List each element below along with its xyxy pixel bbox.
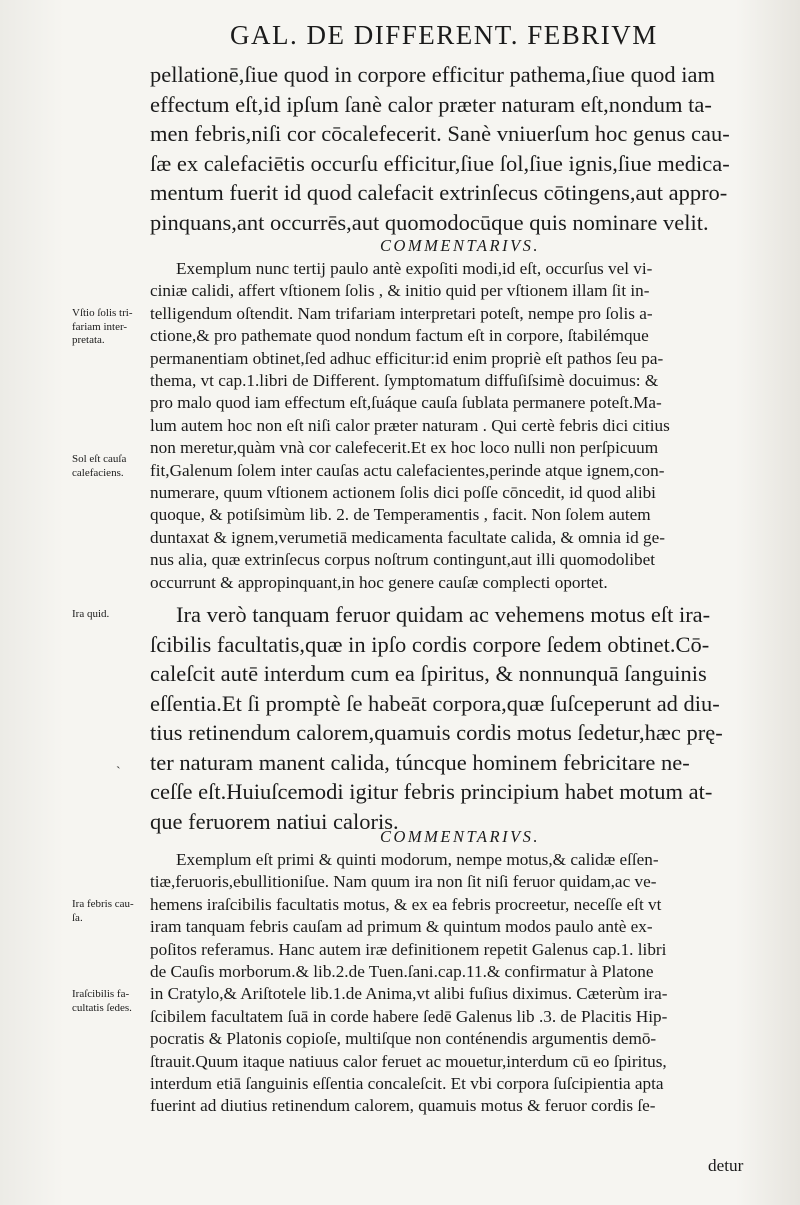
margin-note-ustio — [72, 307, 150, 348]
text-line: caleſcit autē interdum cum ea ſpiritus, & nonnunquā ſanguinis — [150, 661, 707, 686]
text-block-1 — [150, 60, 770, 237]
text-line: fit,Galenum ſolem inter cauſas actu calefacientes,perinde atque ignem,con- — [150, 460, 665, 480]
text-line: pinquans,ant occurrēs,aut quomodocūque quis nominare velit. — [150, 209, 709, 235]
margin-note-ira-febris — [72, 898, 150, 925]
margin-note-line: Sol eſt cauſa — [72, 453, 127, 465]
margin-note-line: Ira quid. — [72, 608, 110, 620]
text-line: occurrunt & appropinquant,in hoc genere cauſæ complecti oportet. — [150, 572, 608, 592]
text-line: ctione,& pro pathemate quod nondum factum eſt in corpore, ſtabilémque — [150, 326, 649, 346]
text-line: in Cratylo,& Ariſtotele lib.1.de Anima,vt alibi fuſius diximus. Cæterùm ira- — [150, 984, 668, 1004]
running-head: GAL. DE DIFFERENT. FEBRIVM — [230, 20, 658, 50]
text-line: mentum fuerit id quod calefacit extrinſecus cōtingens,aut appro- — [150, 180, 728, 205]
text-line: pellationē,ſiue quod in corpore efficitur pathema,ſiue quod iam — [150, 62, 716, 87]
text-line: tiæ,feruoris,ebullitioniſue. Nam quum ira non ſit niſi feruor quidam,ac ve- — [150, 872, 657, 892]
text-line: thema, vt cap.1.libri de Different. ſymptomatum diffuſiſsimè docuimus: & — [150, 371, 659, 391]
text-line: ſcibilem facultatem ſuā in corde habere ſedē Galenus lib .3. de Placitis Hip- — [150, 1006, 668, 1026]
stray-mark: ` — [116, 765, 121, 780]
text-line: ceſſe eſt.Huiuſcemodi igitur febris principium habet motum at- — [150, 779, 713, 804]
text-line: iram tanquam febris cauſam ad primum & quintum modos paulo antè ex- — [150, 917, 653, 937]
text-line: pro malo quod iam effectum eſt,ſuáque cauſa ſublata permanere poteſt.Ma- — [150, 393, 662, 413]
text-line: ſcibilis facultatis,quæ in ipſo cordis corpore ſedem obtinet.Cō- — [150, 631, 710, 657]
text-block-2 — [150, 258, 770, 594]
text-line: ter naturam manent calida, túncque hominem febricitare ne- — [150, 749, 690, 775]
text-line: telligendum oſtendit. Nam trifariam interpretari poteſt, nempe pro ſolis a- — [150, 303, 653, 323]
margin-note-line: Ira febris cau- — [72, 898, 134, 910]
text-line: ciniæ calidi, affert vſtionem ſolis , & initio quid per vſtionem illam ſit in- — [150, 281, 650, 301]
margin-note-ira-quid — [72, 608, 150, 622]
text-line: men febris,niſi cor cōcalefecerit. Sanè vniuerſum hoc genus cau- — [150, 121, 730, 146]
margin-note-line: Vſtio ſolis tri- — [72, 307, 133, 319]
text-line: interdum etiā ſanguinis eſſentia concaleſcit. Et vbi corpora ſuſcipientia apta — [150, 1074, 664, 1094]
text-block-4 — [150, 849, 770, 1118]
text-line: lum autem hoc non eſt niſi calor præter naturam . Qui certè febris dici citius — [150, 415, 670, 435]
text-line: duntaxat & ignem,verumetiā medicamenta facultate calida, & omnia id ge- — [150, 527, 665, 547]
text-line: numerare, quum vſtionem actionem ſolis dici poſſe cōncedit, id quod alibi — [150, 483, 656, 503]
text-line: Exemplum nunc tertij paulo antè expoſiti modi,id eſt, occurſus vel vi- — [176, 259, 653, 278]
catchword: detur — [708, 1156, 744, 1175]
text-line: pocratis & Platonis copioſe, multiſque non conténendis argumentis demō- — [150, 1029, 657, 1049]
margin-note-line: pretata. — [72, 334, 105, 346]
text-line: non meretur,quàm vnà cor calefecerit.Et ex hoc loco nulli non perſpicuum — [150, 438, 659, 458]
margin-note-line: cultatis ſedes. — [72, 1001, 132, 1014]
margin-note-irascibilis — [72, 988, 150, 1015]
text-line: permanentiam obtinet,ſed adhuc efficitur:id enim propriè eſt pathos ſeu pa- — [150, 348, 664, 368]
margin-note-sol — [72, 453, 150, 480]
margin-note-line: calefaciens. — [72, 466, 124, 479]
text-line: tius retinendum calorem,quamuis cordis motus ſedetur,hæc prę- — [150, 720, 723, 745]
text-line: nus alia, quæ extrinſecus corpus noſtrum contingunt,aut illi quomodolibet — [150, 550, 656, 570]
text-line: fuerint ad diutius retinendum calorem, quamuis motus & feruor cordis ſe- — [150, 1096, 656, 1116]
commentarius-heading: COMMENTARIVS. — [379, 827, 541, 846]
commentarius-heading: COMMENTARIVS. — [379, 236, 541, 255]
text-line: ſæ ex calefaciētis occurſu efficitur,ſiue ſol,ſiue ignis,ſiue medica- — [150, 150, 730, 176]
text-line: que feruorem natiui caloris. — [150, 808, 399, 834]
margin-note-line: fariam inter- — [72, 320, 128, 333]
margin-note-line: ſa. — [72, 911, 83, 924]
text-line: Exemplum eſt primi & quinti modorum, nempe motus,& calidæ eſſen- — [176, 850, 659, 869]
text-line: eſſentia.Et ſi promptè ſe habeāt corpora,quæ ſuſceperunt ad diu- — [150, 690, 720, 716]
text-line: quoque, & potiſsimùm lib. 2. de Temperamentis , facit. Non ſolem autem — [150, 505, 651, 525]
text-line: effectum eſt,id ipſum ſanè calor præter naturam eſt,nondum ta- — [150, 91, 712, 117]
text-line: hemens iraſcibilis facultatis motus, & ex ea febris procreetur, neceſſe eſt vt — [150, 894, 662, 914]
text-line: de Cauſis morborum.& lib.2.de Tuen.ſani.cap.11.& confirmatur à Platone — [150, 962, 654, 982]
margin-note-line: Iraſcibilis fa- — [72, 988, 130, 1000]
text-line: ſtrauit.Quum itaque natiuus calor feruet ac mouetur,interdum cū eo ſpiritus, — [150, 1051, 667, 1071]
text-line: Ira verò tanquam feruor quidam ac vehemens motus eſt ira- — [176, 602, 711, 627]
text-block-3 — [150, 600, 770, 836]
text-line: poſitos referamus. Hanc autem iræ definitionem repetit Galenus cap.1. libri — [150, 939, 667, 959]
